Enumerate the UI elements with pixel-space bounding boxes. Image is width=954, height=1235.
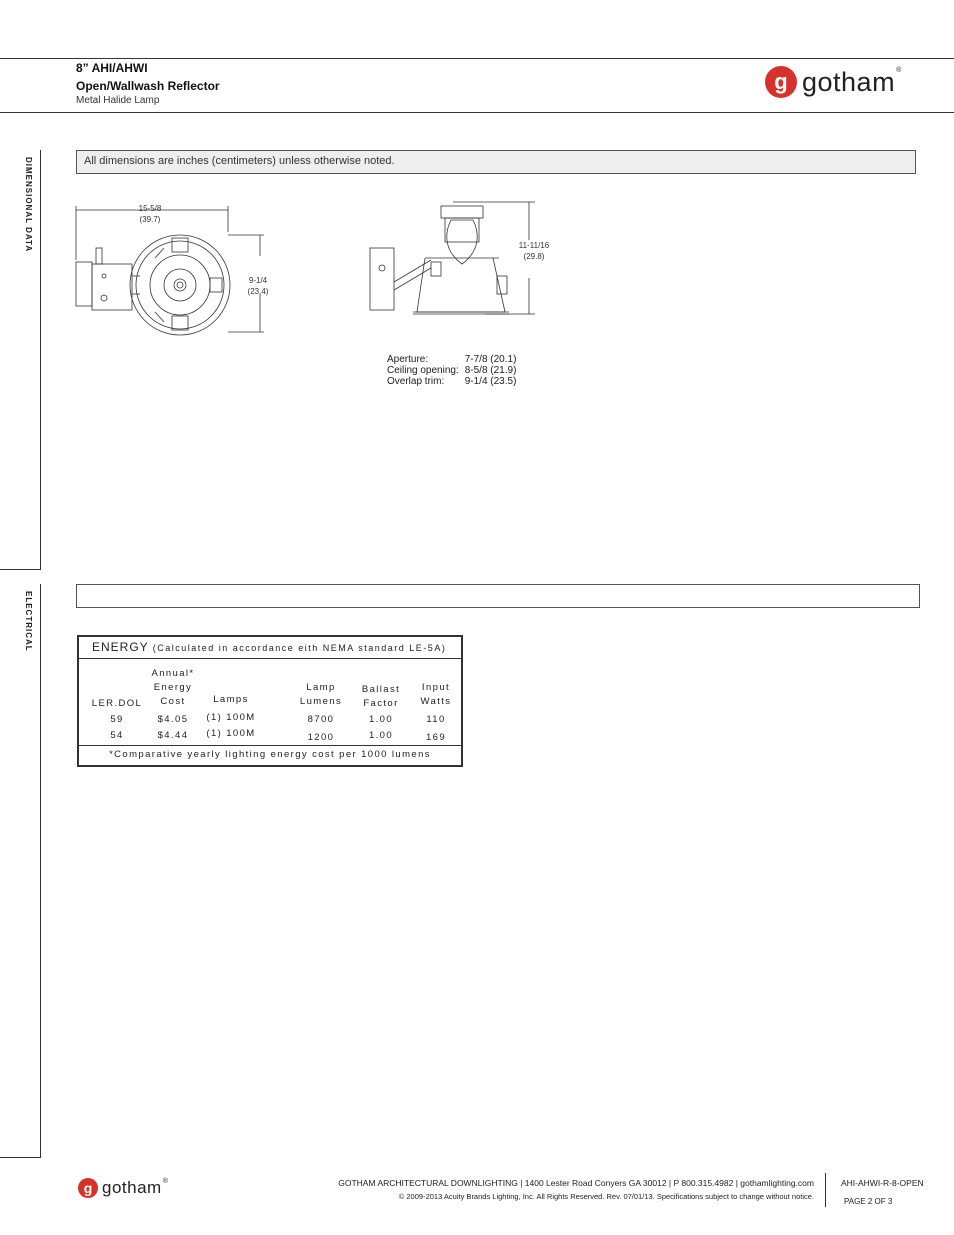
col-lamps: Lamps (1) 100M (1) 100M: [206, 694, 256, 739]
spec-value: 9-1/4 (23.5): [464, 376, 517, 387]
product-title: 8” AHI/AHWI: [76, 61, 148, 75]
doc-code: AHI-AHWI-R-8-OPEN: [841, 1178, 924, 1188]
depth-dimension: 9-1/4 (23.4): [247, 276, 269, 296]
col-ballast: Ballast Factor 1.00 1.00: [361, 684, 401, 741]
spec-value: 7-7/8 (20.1): [464, 354, 517, 365]
top-rule: [0, 58, 954, 59]
electrical-side-label: ELECTRICAL: [24, 591, 33, 652]
footer-logo: [78, 1178, 168, 1198]
footer-logo-mark-icon: g: [78, 1178, 98, 1198]
page-number: PAGE 2 OF 3: [844, 1197, 893, 1206]
logo-mark-icon: g: [765, 66, 797, 98]
dimensional-side-label: DIMENSIONAL DATA: [24, 157, 33, 253]
height-dimension: 11-11/16 (29.8): [518, 241, 550, 261]
col-ler: LER.DOL 59 54: [91, 698, 143, 741]
energy-footnote: *Comparative yearly lighting energy cost per 1000 lumens: [79, 745, 461, 765]
spec-label: Aperture:: [387, 354, 429, 365]
spec-label: Overlap trim:: [387, 376, 445, 387]
energy-title: ENERGY (Calculated in accordance eith NEMA standard LE-5A): [79, 637, 461, 659]
footer-logo-word: gotham®: [102, 1178, 169, 1197]
footer-copyright: © 2009-2013 Acuity Brands Lighting, Inc. All Rights Reserved. Rev. 07/01/13. Specifications subject to change without notice.: [398, 1192, 814, 1201]
header-logo: [765, 66, 902, 98]
spec-label: Ceiling opening:: [387, 365, 459, 376]
product-subtitle: Open/Wallwash Reflector: [76, 79, 220, 93]
col-watts: Input Watts 110 169: [420, 682, 452, 743]
col-cost: Annual* Energy Cost $4.05 $4.44: [151, 668, 195, 741]
lamp-type: Metal Halide Lamp: [76, 95, 160, 106]
col-lumens: Lamp Lumens 8700 1200: [299, 682, 343, 743]
electrical-header-box: [76, 584, 920, 608]
spec-value: 8-5/8 (21.9): [464, 365, 517, 376]
dimensions-note: All dimensions are inches (centimeters) unless otherwise noted.: [76, 150, 916, 174]
spec-row: [387, 376, 522, 387]
top-view-drawing: [70, 198, 280, 338]
electrical-side-box: [0, 584, 41, 1158]
footer-divider: [825, 1173, 826, 1207]
spec-table: [387, 354, 522, 387]
dimensional-side-box: [0, 150, 41, 570]
header-rule: [0, 112, 954, 113]
footer-address: GOTHAM ARCHITECTURAL DOWNLIGHTING | 1400 Lester Road Conyers GA 30012 | P 800.315.4982 | gothamlighting.com: [338, 1178, 814, 1188]
spec-row: [387, 354, 522, 365]
logo-word: gotham®: [802, 66, 902, 97]
width-dimension: 15-5/8 (39.7): [138, 204, 162, 224]
energy-table: [77, 635, 463, 767]
spec-row: [387, 365, 522, 376]
